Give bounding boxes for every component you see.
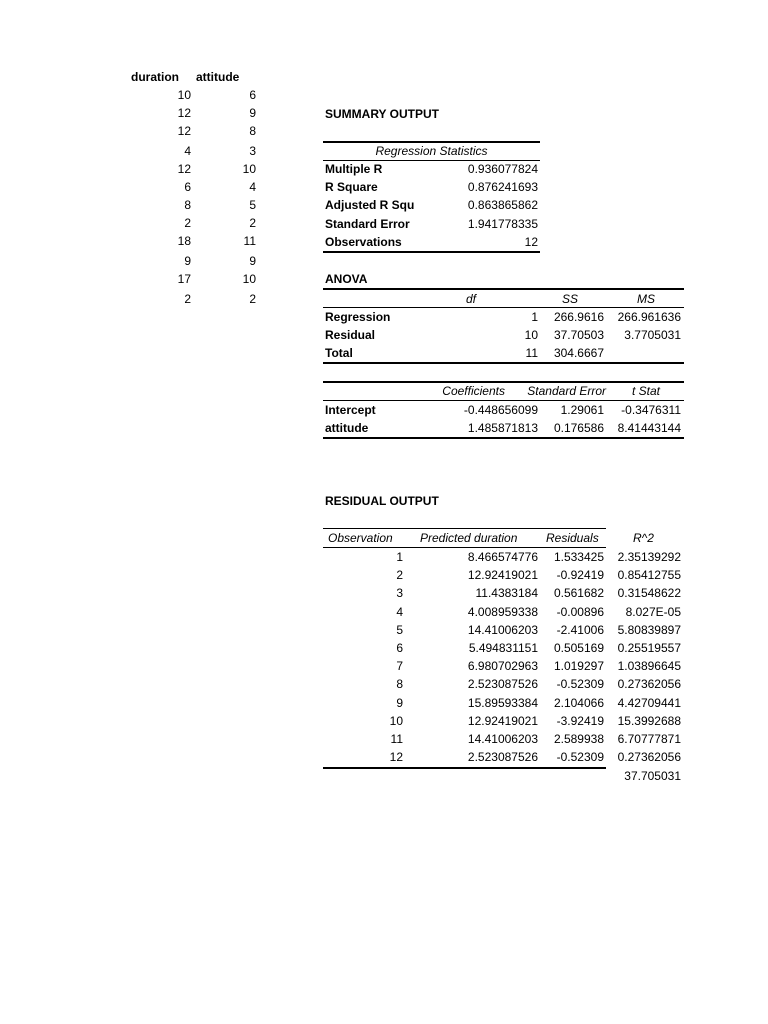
residual-value: -0.52309	[556, 750, 604, 765]
r-squared-value: 0.85412755	[617, 568, 681, 583]
residual-observation-value: 12	[389, 750, 403, 765]
anova-df-header: df	[465, 292, 476, 306]
predicted-duration-value: 4.008959338	[467, 604, 538, 619]
coef-bottom-rule	[323, 437, 684, 439]
stat-value: 0.936077824	[467, 162, 538, 176]
residual-predicted-header: Predicted duration	[420, 531, 518, 545]
duration-value: 8	[184, 198, 191, 212]
attitude-value: 4	[249, 180, 256, 194]
duration-value: 10	[177, 88, 191, 102]
residual-observation-header: Observation	[328, 531, 393, 545]
r-squared-value: 1.03896645	[617, 659, 681, 674]
predicted-duration-value: 14.41006203	[467, 622, 538, 637]
duration-value: 2	[184, 292, 191, 306]
attitude-value: 9	[249, 254, 256, 268]
stat-value: 1.941778335	[467, 216, 538, 231]
attitude-value: 11	[243, 234, 256, 248]
r-squared-value: 0.27362056	[617, 750, 681, 765]
r-squared-value: 15.3992688	[617, 713, 681, 728]
residual-observation-value: 6	[396, 641, 403, 655]
r-squared-value: 2.35139292	[617, 550, 681, 564]
stat-label: Adjusted R Squ	[325, 198, 415, 213]
residual-r2-header: R^2	[633, 531, 654, 545]
attitude-value: 10	[242, 162, 256, 176]
summary-output-title: SUMMARY OUTPUT	[325, 107, 439, 121]
r-squared-value: 8.027E-05	[625, 604, 681, 619]
residual-observation-value: 2	[396, 568, 403, 583]
r-squared-value: 0.27362056	[617, 677, 681, 692]
residual-observation-value: 10	[389, 713, 403, 728]
residual-value: 1.019297	[553, 659, 604, 674]
r-squared-value: 5.80839897	[617, 622, 681, 637]
anova-df-value: 10	[524, 328, 538, 342]
residual-value: 2.589938	[553, 732, 604, 746]
r-squared-value: 0.25519557	[617, 641, 681, 655]
predicted-duration-value: 6.980702963	[467, 659, 538, 674]
duration-value: 6	[184, 180, 191, 194]
attitude-value: 8	[249, 124, 256, 138]
coef-row-label: attitude	[325, 421, 369, 435]
residual-value: 0.561682	[553, 586, 604, 601]
predicted-duration-value: 8.466574776	[467, 550, 538, 564]
anova-ms-header: MS	[637, 292, 655, 306]
anova-ss-value: 37.70503	[553, 328, 604, 342]
anova-title: ANOVA	[325, 272, 368, 286]
residual-observation-value: 4	[396, 604, 403, 619]
stat-label: Multiple R	[325, 162, 383, 176]
coef-coefficients-header: Coefficients	[442, 384, 505, 398]
regression-statistics-header: Regression Statistics	[375, 144, 488, 158]
duration-value: 12	[177, 124, 191, 138]
residual-observation-value: 8	[396, 677, 403, 692]
attitude-value: 9	[249, 106, 256, 120]
anova-row-label: Residual	[325, 328, 376, 342]
residual-value: -0.00896	[556, 604, 604, 619]
duration-value: 2	[184, 216, 191, 230]
duration-value: 12	[177, 106, 191, 120]
residual-residuals-header: Residuals	[546, 531, 599, 545]
residual-value: 1.533425	[553, 550, 604, 564]
coef-se-value: 0.176586	[553, 421, 604, 435]
anova-ms-value: 3.7705031	[624, 328, 681, 342]
stat-value: 0.876241693	[467, 180, 538, 195]
residual-value: -3.92419	[556, 713, 604, 728]
coef-t-stat-header: t Stat	[631, 384, 660, 398]
r-squared-value: 6.70777871	[617, 732, 681, 746]
residual-observation-value: 3	[396, 586, 403, 601]
attitude-header: attitude	[196, 70, 240, 84]
attitude-value: 2	[249, 216, 256, 230]
residual-value: -0.92419	[556, 568, 604, 583]
residual-value: -0.52309	[556, 677, 604, 692]
attitude-value: 3	[249, 144, 256, 158]
anova-ss-value: 266.9616	[553, 310, 604, 324]
stat-value: 12	[524, 234, 538, 249]
reg-stats-bottom-rule	[323, 251, 540, 253]
duration-value: 4	[184, 144, 191, 158]
predicted-duration-value: 15.89593384	[467, 695, 538, 710]
residual-value: -2.41006	[556, 622, 604, 637]
residual-bottom-rule	[323, 767, 606, 769]
predicted-duration-value: 5.494831151	[468, 641, 538, 655]
predicted-duration-value: 11.4383184	[475, 586, 538, 601]
residual-observation-value: 5	[396, 622, 403, 637]
stat-value: 0.863865862	[467, 198, 538, 213]
predicted-duration-value: 12.92419021	[467, 568, 538, 583]
predicted-duration-value: 14.41006203	[467, 732, 538, 746]
anova-df-value: 11	[525, 346, 538, 360]
coef-t-value: -0.3476311	[621, 403, 681, 417]
coef-t-value: 8.41443144	[617, 421, 681, 435]
predicted-duration-value: 2.523087526	[467, 750, 538, 765]
residual-value: 0.505169	[553, 641, 604, 655]
duration-value: 17	[177, 272, 191, 286]
coef-se-value: 1.29061	[560, 403, 604, 417]
anova-bottom-rule	[323, 362, 684, 364]
residual-value: 2.104066	[553, 695, 604, 710]
r-squared-value: 4.42709441	[617, 695, 681, 710]
predicted-duration-value: 2.523087526	[467, 677, 538, 692]
duration-value: 12	[177, 162, 191, 176]
anova-ss-value: 304.6667	[553, 346, 604, 360]
residual-output-title: RESIDUAL OUTPUT	[325, 494, 439, 508]
coef-standard-error-header: Standard Error	[527, 384, 606, 398]
anova-df-value: 1	[531, 310, 538, 324]
r-squared-value: 0.31548622	[617, 586, 681, 601]
duration-value: 18	[177, 234, 191, 248]
anova-ss-header: SS	[561, 292, 578, 306]
residual-observation-value: 7	[396, 659, 403, 674]
attitude-value: 6	[249, 88, 256, 102]
coef-value: -0.448656099	[463, 403, 538, 417]
duration-value: 9	[184, 254, 191, 268]
predicted-duration-value: 12.92419021	[467, 713, 538, 728]
duration-header: duration	[131, 70, 179, 84]
anova-row-label: Total	[325, 346, 353, 360]
stat-label: R Square	[325, 180, 378, 195]
residual-observation-value: 9	[396, 695, 403, 710]
anova-row-label: Regression	[325, 310, 391, 324]
coef-value: 1.485871813	[467, 421, 538, 435]
attitude-value: 10	[242, 272, 256, 286]
attitude-value: 5	[249, 198, 256, 212]
residual-observation-value: 11	[390, 732, 403, 746]
stat-label: Standard Error	[325, 216, 410, 231]
residual-observation-value: 1	[396, 550, 403, 564]
coef-row-label: Intercept	[325, 403, 376, 417]
stat-label: Observations	[325, 234, 402, 249]
r2-sum: 37.705031	[624, 769, 681, 783]
anova-ms-value: 266.961636	[617, 310, 681, 324]
attitude-value: 2	[249, 292, 256, 306]
